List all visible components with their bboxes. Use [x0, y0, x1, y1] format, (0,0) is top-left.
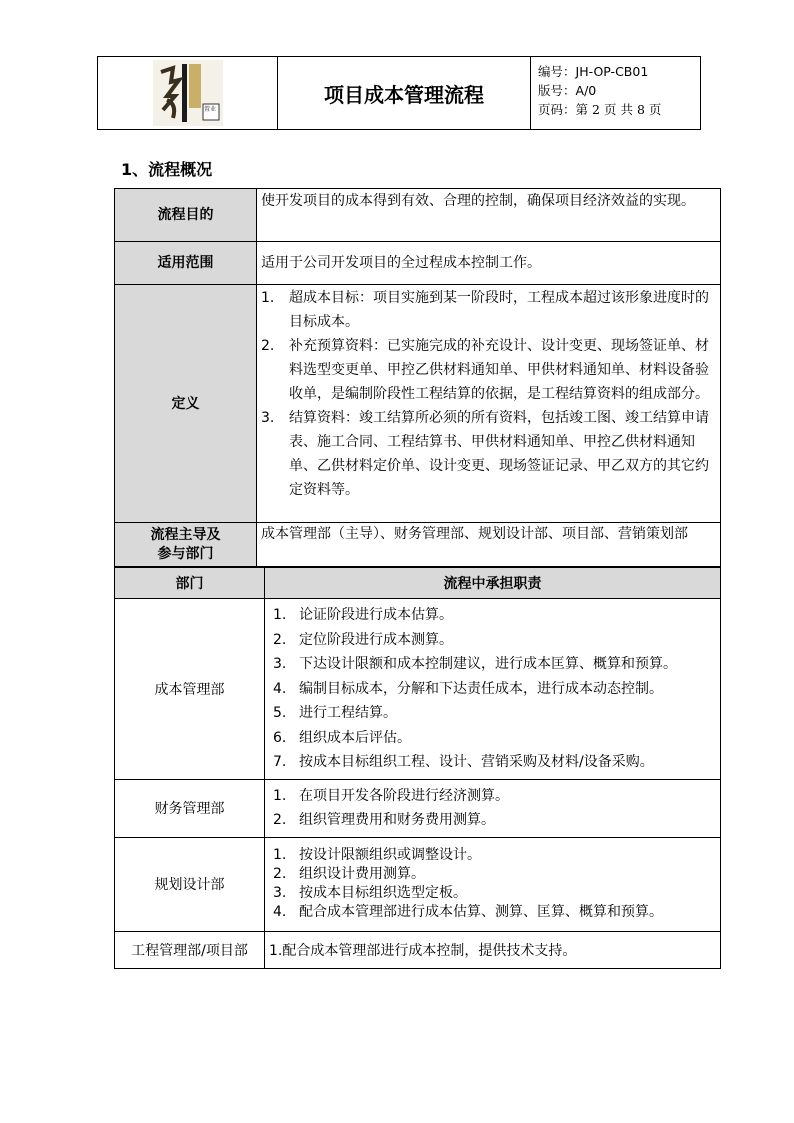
list-item: 2. 组织设计费用测算。 — [273, 866, 425, 882]
svg-text:置业: 置业 — [203, 106, 216, 113]
definition-item: 1. 超成本目标：项目实施到某一阶段时，工程成本超过该形象进度时的目标成本。 — [261, 290, 709, 330]
duty-list — [269, 603, 716, 775]
document-header — [97, 56, 701, 130]
column-header-duties: 流程中承担职责 — [265, 568, 721, 599]
duty-list — [269, 846, 716, 922]
responsibility-header-row — [115, 568, 721, 599]
list-item: 6. 组织成本后评估。 — [273, 729, 411, 746]
definition-label: 定义 — [115, 285, 257, 523]
definition-item: 2. 补充预算资料：已实施完成的补充设计、设计变更、现场签证单、材料选型变更单、甲控乙供材料通知单、甲供材料通知单、材料设备验收单，是编制阶段性工程结算的依据，是工程结算资料的组成部分。 — [261, 338, 709, 402]
table-row — [115, 599, 721, 780]
definition-cell — [257, 285, 721, 523]
scope-text: 适用于公司开发项目的全过程成本控制工作。 — [257, 242, 721, 285]
definition-item: 3. 结算资料：竣工结算所必须的所有资料，包括竣工图、竣工结算申请表、施工合同、工程结算书、甲供材料通知单、甲控乙供材料通知单、乙供材料定价单、设计变更、现场签证记录、甲乙双方的其它约定资料等。 — [261, 410, 709, 498]
document-title: 项目成本管理流程 — [278, 57, 531, 129]
list-item: 1. 按设计限额组织或调整设计。 — [273, 847, 481, 863]
list-item: 3. 下达设计限额和成本控制建议，进行成本匡算、概算和预算。 — [273, 656, 677, 672]
logo-mark — [153, 60, 223, 126]
table-row — [115, 779, 721, 837]
department-name: 财务管理部 — [115, 779, 265, 837]
list-item: 5. 进行工程结算。 — [273, 705, 397, 721]
overview-table — [114, 188, 721, 567]
table-row — [115, 837, 721, 931]
duty-cell: 1.配合成本管理部进行成本控制，提供技术支持。 — [265, 931, 721, 968]
list-item: 4. 配合成本管理部进行成本估算、测算、匡算、概算和预算。 — [273, 904, 663, 920]
duty-cell — [265, 837, 721, 931]
department-name: 规划设计部 — [115, 837, 265, 931]
department-row — [115, 523, 721, 567]
scope-row — [115, 242, 721, 285]
list-item: 1. 论证阶段进行成本估算。 — [273, 607, 453, 623]
list-item: 7. 按成本目标组织工程、设计、营销采购及材料/设备采购。 — [273, 754, 654, 770]
list-item: 4. 编制目标成本，分解和下达责任成本，进行成本动态控制。 — [273, 680, 663, 697]
company-logo — [98, 57, 278, 129]
column-header-department: 部门 — [115, 568, 265, 599]
duty-cell — [265, 599, 721, 780]
doc-version: 版号：A/0 — [538, 83, 597, 98]
department-name: 工程管理部/项目部 — [115, 931, 265, 968]
table-row — [115, 931, 721, 968]
section-heading: 1、流程概况 — [121, 160, 213, 179]
department-label: 流程主导及 参与部门 — [115, 523, 257, 567]
doc-page-number: 页码：第 2 页 共 8 页 — [538, 102, 662, 117]
list-item: 1. 在项目开发各阶段进行经济测算。 — [273, 787, 509, 804]
document-meta — [531, 57, 700, 129]
list-item: 2. 组织管理费用和财务费用测算。 — [273, 812, 495, 828]
department-name: 成本管理部 — [115, 599, 265, 780]
scope-label: 适用范围 — [115, 242, 257, 285]
duty-list — [269, 784, 716, 833]
purpose-text: 使开发项目的成本得到有效、合理的控制，确保项目经济效益的实现。 — [257, 189, 721, 242]
definition-row — [115, 285, 721, 523]
definition-list — [261, 286, 714, 502]
responsibility-table — [114, 567, 721, 969]
purpose-label: 流程目的 — [115, 189, 257, 242]
duty-cell — [265, 779, 721, 837]
list-item: 3. 按成本目标组织选型定板。 — [273, 885, 467, 901]
list-item: 2. 定位阶段进行成本测算。 — [273, 631, 453, 648]
purpose-row — [115, 189, 721, 242]
doc-code: 编号：JH-OP-CB01 — [538, 64, 649, 79]
department-text: 成本管理部（主导）、财务管理部、规划设计部、项目部、营销策划部 — [257, 523, 721, 567]
